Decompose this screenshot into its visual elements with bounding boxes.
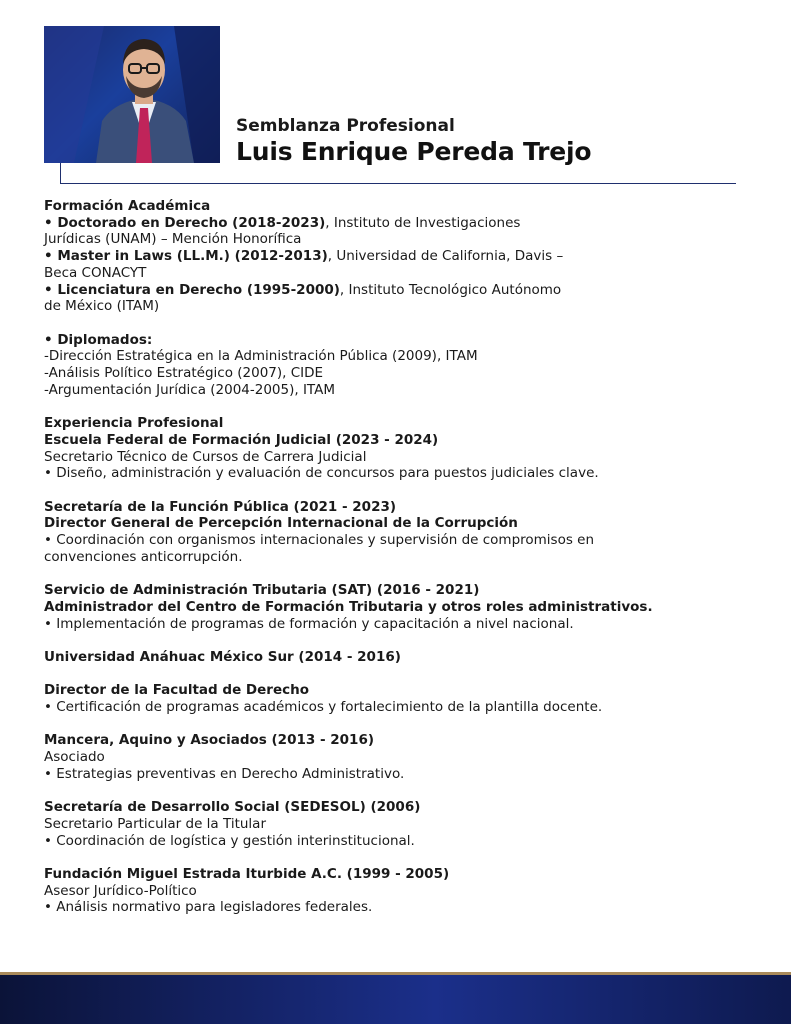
job-detail: • Diseño, administración y evaluación de concursos para puestos judiciales clave. [44,465,599,482]
education-detail: , Instituto Tecnológico Autónomo de México (ITAM) [44,281,562,315]
page-subtitle: Semblanza Profesional [236,116,455,136]
job-detail: • Análisis normativo para legisladores federales. [44,899,373,916]
job-role: Director General de Percepción Internacional de la Corrupción [44,515,518,532]
page-title: Luis Enrique Pereda Trejo [236,137,592,166]
job-detail: • Coordinación con organismos internacionales y supervisión de compromisos en convenciones anticorrupción. [44,532,595,565]
education-degree: • Licenciatura en Derecho (1995-2000) [44,281,340,298]
job-role: Administrador del Centro de Formación Tributaria y otros roles administrativos. [44,598,653,615]
education-degree: • Doctorado en Derecho (2018-2023) [44,214,326,231]
diploma-item: -Análisis Político Estratégico (2007), CIDE [44,365,324,382]
job-role: Asesor Jurídico-Político [44,882,197,899]
job-role: Secretario Particular de la Titular [44,815,267,832]
job-org: Universidad Anáhuac México Sur (2014 - 2016) [44,648,401,665]
footer-bar [0,975,791,1024]
resume-content [44,198,653,916]
section-heading-experiencia: Experiencia Profesional [44,415,224,432]
header-divider [60,183,736,184]
job-detail: • Certificación de programas académicos y fortalecimiento de la plantilla docente. [44,699,603,715]
section-heading-formacion: Formación Académica [44,198,211,214]
diploma-item: -Argumentación Jurídica (2004-2005), ITAM [44,381,336,398]
job-detail: • Estrategias preventivas en Derecho Administrativo. [44,765,405,782]
education-item [44,282,564,315]
job-org: Director de la Facultad de Derecho [44,682,309,699]
education-detail: , Instituto de Investigaciones Jurídicas (UNAM) – Mención Honorífica [44,214,521,248]
job-org: Escuela Federal de Formación Judicial (2023 - 2024) [44,431,439,448]
diploma-item: -Dirección Estratégica en la Administración Pública (2009), ITAM [44,348,478,365]
header-divider-tick [60,163,61,184]
job-role: Asociado [44,749,105,766]
profile-photo [44,26,220,163]
education-detail: , Universidad de California, Davis – Beca CONACYT [44,248,564,281]
section-heading-diplomados: • Diplomados: [44,331,153,348]
job-role: Secretario Técnico de Cursos de Carrera Judicial [44,448,367,465]
education-item [44,248,564,281]
job-detail: • Coordinación de logística y gestión interinstitucional. [44,832,415,849]
job-detail: • Implementación de programas de formación y capacitación a nivel nacional. [44,615,574,632]
education-item [44,215,564,248]
portrait-illustration [44,26,220,163]
education-degree: • Master in Laws (LL.M.) (2012-2013) [44,248,328,265]
job-org: Fundación Miguel Estrada Iturbide A.C. (1999 - 2005) [44,865,450,882]
job-org: Servicio de Administración Tributaria (SAT) (2016 - 2021) [44,582,480,599]
job-org: Secretaría de la Función Pública (2021 - 2023) [44,498,397,515]
job-org: Secretaría de Desarrollo Social (SEDESOL) (2006) [44,799,421,816]
job-org: Mancera, Aquino y Asociados (2013 - 2016) [44,732,375,749]
